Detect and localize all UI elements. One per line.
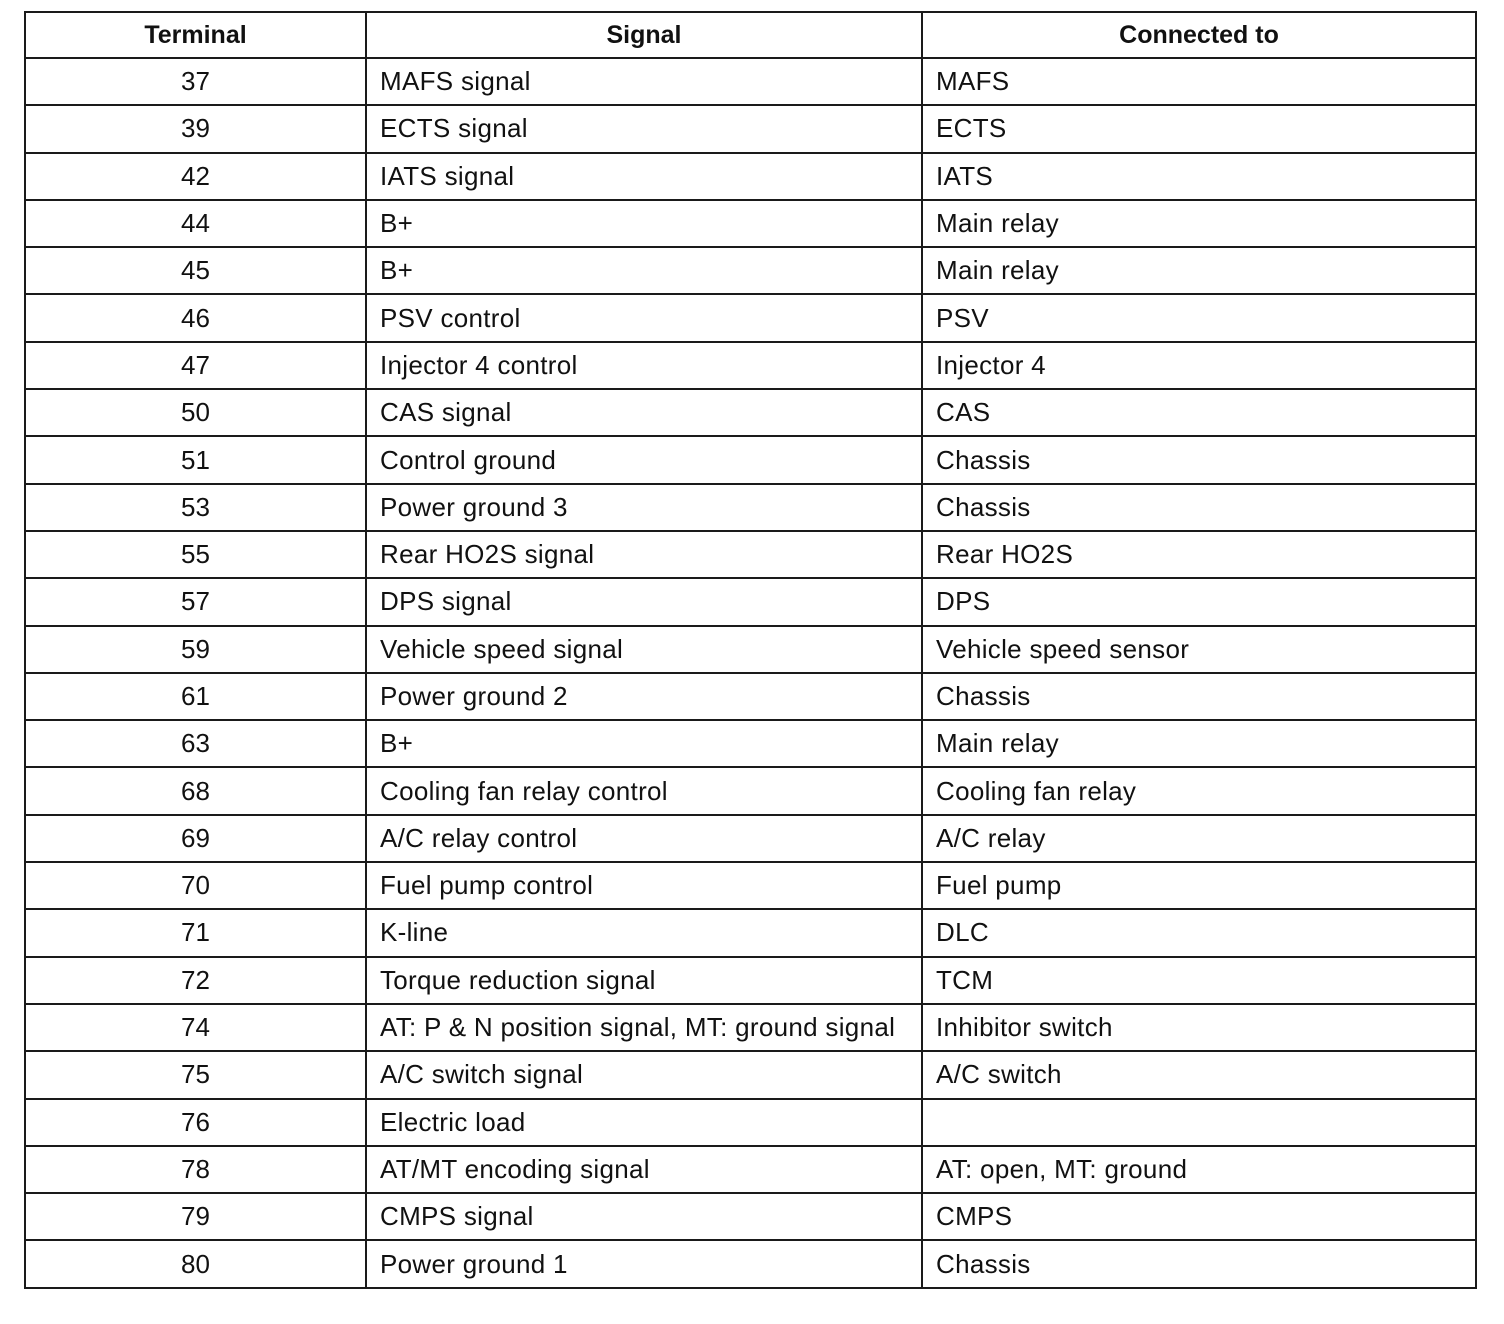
signal-cell: Torque reduction signal [366, 957, 922, 1004]
signal-cell: PSV control [366, 294, 922, 341]
table-row [25, 342, 1476, 389]
connected-to-cell: DLC [922, 909, 1476, 956]
signal-cell: Vehicle speed signal [366, 626, 922, 673]
table-row [25, 578, 1476, 625]
connected-to-cell: A/C switch [922, 1051, 1476, 1098]
terminal-cell: 76 [25, 1099, 366, 1146]
signal-cell: AT/MT encoding signal [366, 1146, 922, 1193]
terminal-cell: 39 [25, 105, 366, 152]
header-signal: Signal [366, 12, 922, 58]
terminal-cell: 37 [25, 58, 366, 105]
signal-cell: Fuel pump control [366, 862, 922, 909]
signal-cell: Power ground 1 [366, 1240, 922, 1287]
connected-to-cell: Rear HO2S [922, 531, 1476, 578]
connected-to-cell: Inhibitor switch [922, 1004, 1476, 1051]
signal-cell: DPS signal [366, 578, 922, 625]
table-row [25, 1240, 1476, 1287]
header-connected-to: Connected to [922, 12, 1476, 58]
terminal-cell: 71 [25, 909, 366, 956]
connected-to-cell: Main relay [922, 720, 1476, 767]
signal-cell: Power ground 2 [366, 673, 922, 720]
terminal-cell: 79 [25, 1193, 366, 1240]
connected-to-cell: A/C relay [922, 815, 1476, 862]
terminal-cell: 50 [25, 389, 366, 436]
signal-cell: Electric load [366, 1099, 922, 1146]
connected-to-cell: Chassis [922, 484, 1476, 531]
terminal-cell: 61 [25, 673, 366, 720]
terminal-cell: 69 [25, 815, 366, 862]
table-row [25, 815, 1476, 862]
table-row [25, 389, 1476, 436]
terminal-cell: 55 [25, 531, 366, 578]
terminal-cell: 57 [25, 578, 366, 625]
connected-to-cell: Main relay [922, 247, 1476, 294]
terminal-cell: 68 [25, 767, 366, 814]
terminal-cell: 72 [25, 957, 366, 1004]
terminal-cell: 59 [25, 626, 366, 673]
table-row [25, 200, 1476, 247]
terminal-cell: 47 [25, 342, 366, 389]
connected-to-cell: Chassis [922, 436, 1476, 483]
connected-to-cell: Main relay [922, 200, 1476, 247]
table-body [25, 58, 1476, 1288]
terminal-table [24, 11, 1477, 1289]
connected-to-cell: MAFS [922, 58, 1476, 105]
table-row [25, 1193, 1476, 1240]
signal-cell: Cooling fan relay control [366, 767, 922, 814]
signal-cell: A/C switch signal [366, 1051, 922, 1098]
terminal-cell: 78 [25, 1146, 366, 1193]
table-row [25, 673, 1476, 720]
header-terminal: Terminal [25, 12, 366, 58]
signal-cell: B+ [366, 200, 922, 247]
table-header-row [25, 12, 1476, 58]
connected-to-cell: Fuel pump [922, 862, 1476, 909]
terminal-cell: 53 [25, 484, 366, 531]
table-row [25, 105, 1476, 152]
table-row [25, 484, 1476, 531]
table-row [25, 436, 1476, 483]
signal-cell: AT: P & N position signal, MT: ground signal [366, 1004, 922, 1051]
signal-cell: ECTS signal [366, 105, 922, 152]
signal-cell: A/C relay control [366, 815, 922, 862]
terminal-cell: 42 [25, 153, 366, 200]
signal-cell: K-line [366, 909, 922, 956]
table-row [25, 1146, 1476, 1193]
connected-to-cell: IATS [922, 153, 1476, 200]
connected-to-cell: TCM [922, 957, 1476, 1004]
connected-to-cell: ECTS [922, 105, 1476, 152]
connected-to-cell: AT: open, MT: ground [922, 1146, 1476, 1193]
table-row [25, 767, 1476, 814]
signal-cell: Injector 4 control [366, 342, 922, 389]
terminal-cell: 70 [25, 862, 366, 909]
signal-cell: B+ [366, 247, 922, 294]
connected-to-cell: CMPS [922, 1193, 1476, 1240]
table-row [25, 862, 1476, 909]
table-row [25, 909, 1476, 956]
table-row [25, 153, 1476, 200]
connected-to-cell: PSV [922, 294, 1476, 341]
signal-cell: CAS signal [366, 389, 922, 436]
table-row [25, 957, 1476, 1004]
connected-to-cell: CAS [922, 389, 1476, 436]
table-row [25, 58, 1476, 105]
terminal-cell: 46 [25, 294, 366, 341]
signal-cell: Rear HO2S signal [366, 531, 922, 578]
terminal-cell: 44 [25, 200, 366, 247]
table-row [25, 247, 1476, 294]
terminal-cell: 45 [25, 247, 366, 294]
table-row [25, 1004, 1476, 1051]
table-row [25, 294, 1476, 341]
connected-to-cell [922, 1099, 1476, 1146]
signal-cell: MAFS signal [366, 58, 922, 105]
connected-to-cell: Chassis [922, 673, 1476, 720]
terminal-cell: 74 [25, 1004, 366, 1051]
table-row [25, 626, 1476, 673]
connected-to-cell: Chassis [922, 1240, 1476, 1287]
terminal-cell: 80 [25, 1240, 366, 1287]
table-row [25, 531, 1476, 578]
signal-cell: Power ground 3 [366, 484, 922, 531]
connected-to-cell: Injector 4 [922, 342, 1476, 389]
terminal-cell: 75 [25, 1051, 366, 1098]
signal-cell: B+ [366, 720, 922, 767]
signal-cell: CMPS signal [366, 1193, 922, 1240]
signal-cell: Control ground [366, 436, 922, 483]
table-row [25, 1099, 1476, 1146]
table-row [25, 1051, 1476, 1098]
connected-to-cell: Cooling fan relay [922, 767, 1476, 814]
table-row [25, 720, 1476, 767]
terminal-cell: 63 [25, 720, 366, 767]
connected-to-cell: DPS [922, 578, 1476, 625]
signal-cell: IATS signal [366, 153, 922, 200]
connected-to-cell: Vehicle speed sensor [922, 626, 1476, 673]
terminal-cell: 51 [25, 436, 366, 483]
